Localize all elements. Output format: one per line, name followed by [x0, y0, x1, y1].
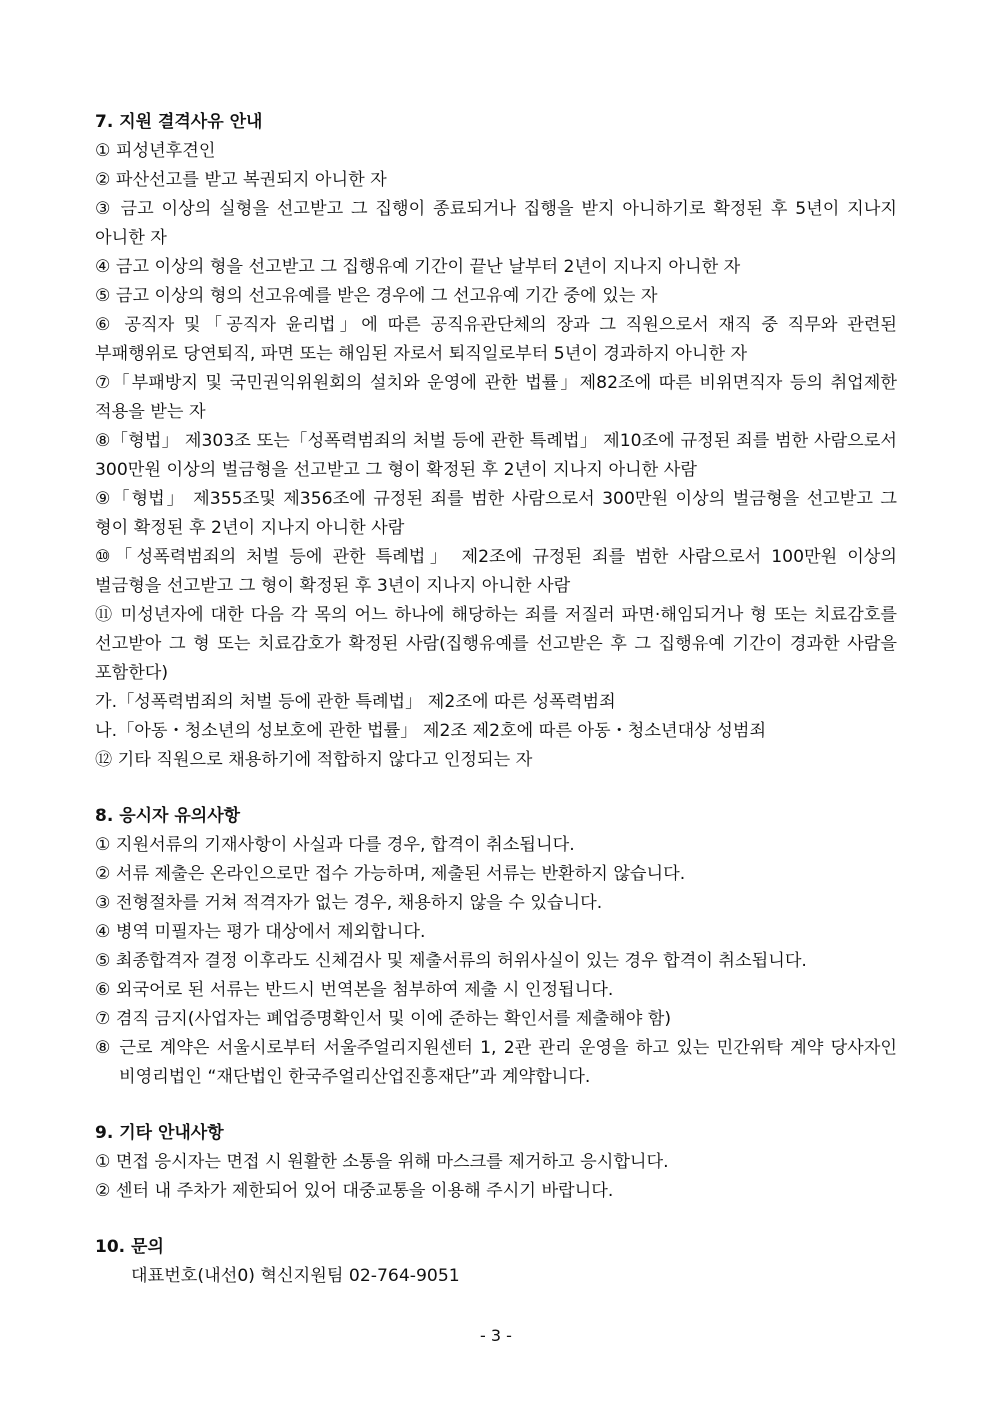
- s8-item-1: ① 지원서류의 기재사항이 사실과 다를 경우, 합격이 취소됩니다.: [95, 835, 575, 855]
- s8-item-3: ③ 전형절차를 거쳐 적격자가 없는 경우, 채용하지 않을 수 있습니다.: [95, 893, 603, 913]
- s7-item-11-b: 나.「아동・청소년의 성보호에 관한 법률」 제2조 제2호에 따른 아동・청소년대상 성범죄: [95, 721, 767, 741]
- section-7-title: 7. 지원 결격사유 안내: [95, 112, 263, 132]
- s8-item-2: ② 서류 제출은 온라인으로만 접수 가능하며, 제출된 서류는 반환하지 않습니다.: [95, 864, 686, 884]
- s7-item-1: ① 피성년후견인: [95, 141, 216, 161]
- s7-item-11: ⑪ 미성년자에 대한 다음 각 목의 어느 하나에 해당하는 죄를 저질러 파면·해임되거나 형 또는 치료감호를 선고받아 그 형 또는 치료감호가 확정된 사람(집행유예를 선고받은 후 그 집행유예 기간이 경과한 사람을 포함한다): [95, 605, 897, 683]
- s7-item-5: ⑤ 금고 이상의 형의 선고유예를 받은 경우에 그 선고유예 기간 중에 있는 자: [95, 286, 658, 306]
- contact-line: 대표번호(내선0) 혁신지원팀 02-764-9051: [131, 1266, 460, 1286]
- s7-item-10: ⑩「성폭력범죄의 처벌 등에 관한 특례법」 제2조에 규정된 죄를 범한 사람으로서 100만원 이상의 벌금형을 선고받고 그 형이 확정된 후 3년이 지나지 아니한 사람: [95, 547, 897, 596]
- s8-item-4: ④ 병역 미필자는 평가 대상에서 제외합니다.: [95, 922, 426, 942]
- s8-item-6: ⑥ 외국어로 된 서류는 반드시 번역본을 첨부하여 제출 시 인정됩니다.: [95, 980, 614, 1000]
- section-gap: [95, 1206, 897, 1233]
- s8-item-7: ⑦ 겸직 금지(사업자는 폐업증명확인서 및 이에 준하는 확인서를 제출해야 함): [95, 1009, 672, 1029]
- page-number: - 3 -: [480, 1326, 512, 1345]
- s7-item-11-a: 가.「성폭력범죄의 처벌 등에 관한 특례법」 제2조에 따른 성폭력범죄: [95, 692, 616, 712]
- s7-item-6: ⑥ 공직자 및「공직자 윤리법」에 따른 공직유관단체의 장과 그 직원으로서 재직 중 직무와 관련된 부패행위로 당연퇴직, 파면 또는 해임된 자로서 퇴직일로부터 5년이 경과하지 아니한 자: [95, 315, 897, 364]
- section-10-title: 10. 문의: [95, 1237, 164, 1257]
- s7-item-3: ③ 금고 이상의 실형을 선고받고 그 집행이 종료되거나 집행을 받지 아니하기로 확정된 후 5년이 지나지 아니한 자: [95, 199, 897, 248]
- section-8-title: 8. 응시자 유의사항: [95, 806, 241, 826]
- s9-item-2: ② 센터 내 주차가 제한되어 있어 대중교통을 이용해 주시기 바랍니다.: [95, 1181, 614, 1201]
- s8-item-8: ⑧ 근로 계약은 서울시로부터 서울주얼리지원센터 1, 2관 관리 운영을 하고 있는 민간위탁 계약 당사자인 비영리법인 “재단법인 한국주얼리산업진흥재단”과 계약합니다.: [95, 1038, 897, 1087]
- document-page: [95, 108, 897, 1291]
- s7-item-4: ④ 금고 이상의 형을 선고받고 그 집행유예 기간이 끝난 날부터 2년이 지나지 아니한 자: [95, 257, 741, 277]
- s9-item-1: ① 면접 응시자는 면접 시 원활한 소통을 위해 마스크를 제거하고 응시합니다.: [95, 1152, 669, 1172]
- s7-item-8: ⑧「형법」 제303조 또는「성폭력범죄의 처벌 등에 관한 특례법」 제10조에 규정된 죄를 범한 사람으로서 300만원 이상의 벌금형을 선고받고 그 형이 확정된 후 2년이 지나지 아니한 사람: [95, 431, 897, 480]
- section-9-title: 9. 기타 안내사항: [95, 1123, 224, 1143]
- s7-item-12: ⑫ 기타 직원으로 채용하기에 적합하지 않다고 인정되는 자: [95, 750, 533, 770]
- s7-item-9: ⑨「형법」 제355조및 제356조에 규정된 죄를 범한 사람으로서 300만원 이상의 벌금형을 선고받고 그 형이 확정된 후 2년이 지나지 아니한 사람: [95, 489, 897, 538]
- s8-item-5: ⑤ 최종합격자 결정 이후라도 신체검사 및 제출서류의 허위사실이 있는 경우 합격이 취소됩니다.: [95, 951, 807, 971]
- section-gap: [95, 775, 897, 802]
- s7-item-7: ⑦「부패방지 및 국민권익위원회의 설치와 운영에 관한 법률」제82조에 따른 비위면직자 등의 취업제한 적용을 받는 자: [95, 373, 897, 422]
- s7-item-2: ② 파산선고를 받고 복권되지 아니한 자: [95, 170, 387, 190]
- section-gap: [95, 1092, 897, 1119]
